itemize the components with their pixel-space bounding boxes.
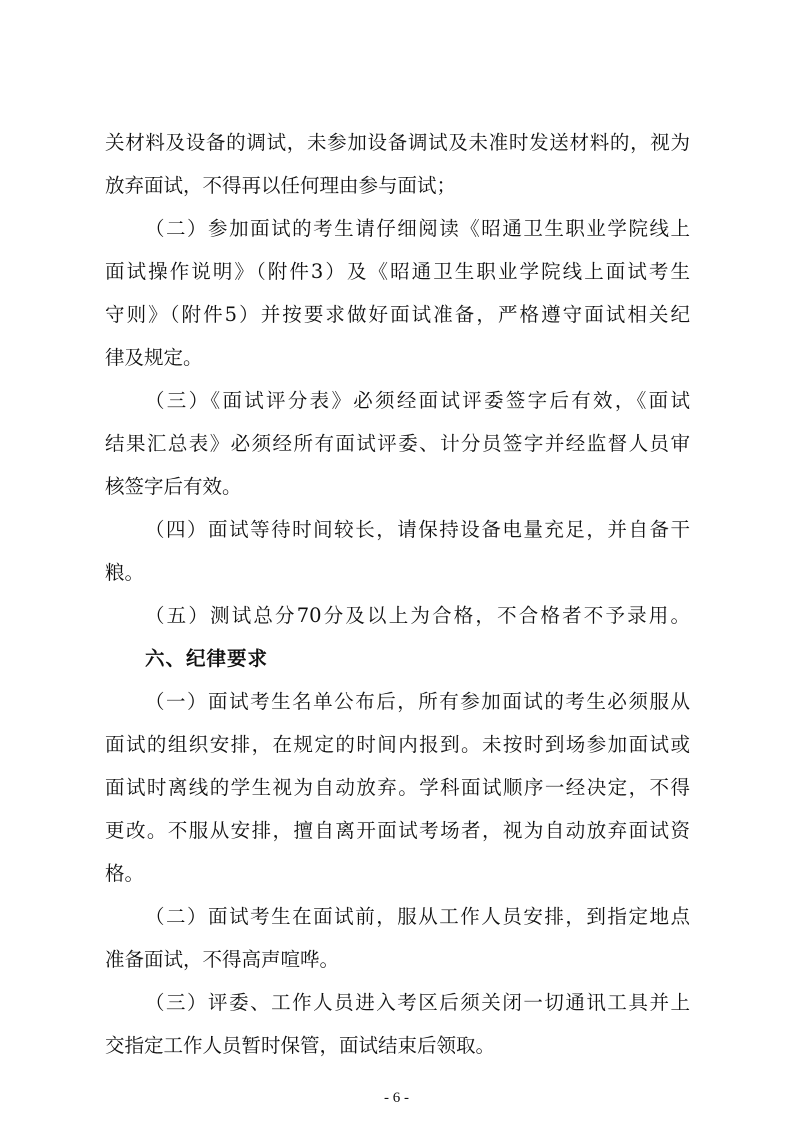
text-line: （四）面试等待时间较长，请保持设备电量充足，并自备干 <box>145 518 690 541</box>
text-line: 面试的组织安排，在规定的时间内报到。未按时到场参加面试或 <box>105 733 690 756</box>
text-line: （三）评委、工作人员进入考区后须关闭一切通讯工具并上 <box>145 991 690 1014</box>
text-line: 粮。 <box>105 561 145 584</box>
text-line: 放弃面试，不得再以任何理由参与面试； <box>105 174 457 197</box>
text-line: 交指定工作人员暂时保管，面试结束后领取。 <box>105 1034 496 1057</box>
text-line: （五）测试总分70分及以上为合格，不合格者不予录用。 <box>145 604 690 627</box>
text-line: 更改。不服从安排，擅自离开面试考场者，视为自动放弃面试资 <box>105 819 690 842</box>
text-line: 守则》（附件5）并按要求做好面试准备，严格遵守面试相关纪 <box>105 303 690 326</box>
text-line: （一）面试考生名单公布后，所有参加面试的考生必须服从 <box>145 690 690 713</box>
text-line: 律及规定。 <box>105 346 203 369</box>
text-line: （二）参加面试的考生请仔细阅读《昭通卫生职业学院线上 <box>145 217 690 240</box>
text-line: （二）面试考生在面试前，服从工作人员安排，到指定地点 <box>145 905 690 928</box>
text-line: 准备面试，不得高声喧哗。 <box>105 948 340 971</box>
section-heading: 六、纪律要求 <box>145 647 269 670</box>
text-line: 关材料及设备的调试，未参加设备调试及未准时发送材料的，视为 <box>105 131 690 154</box>
page-number: - 6 - <box>384 1090 409 1106</box>
text-line: 核签字后有效。 <box>105 475 242 498</box>
text-line: 面试时离线的学生视为自动放弃。学科面试顺序一经决定，不得 <box>105 776 690 799</box>
text-line: 面试操作说明》（附件3）及《昭通卫生职业学院线上面试考生 <box>105 260 690 283</box>
text-line: 结果汇总表》必须经所有面试评委、计分员签字并经监督人员审 <box>105 432 690 455</box>
text-line: （三）《面试评分表》必须经面试评委签字后有效，《面试 <box>145 389 690 412</box>
text-line: 格。 <box>105 862 145 885</box>
